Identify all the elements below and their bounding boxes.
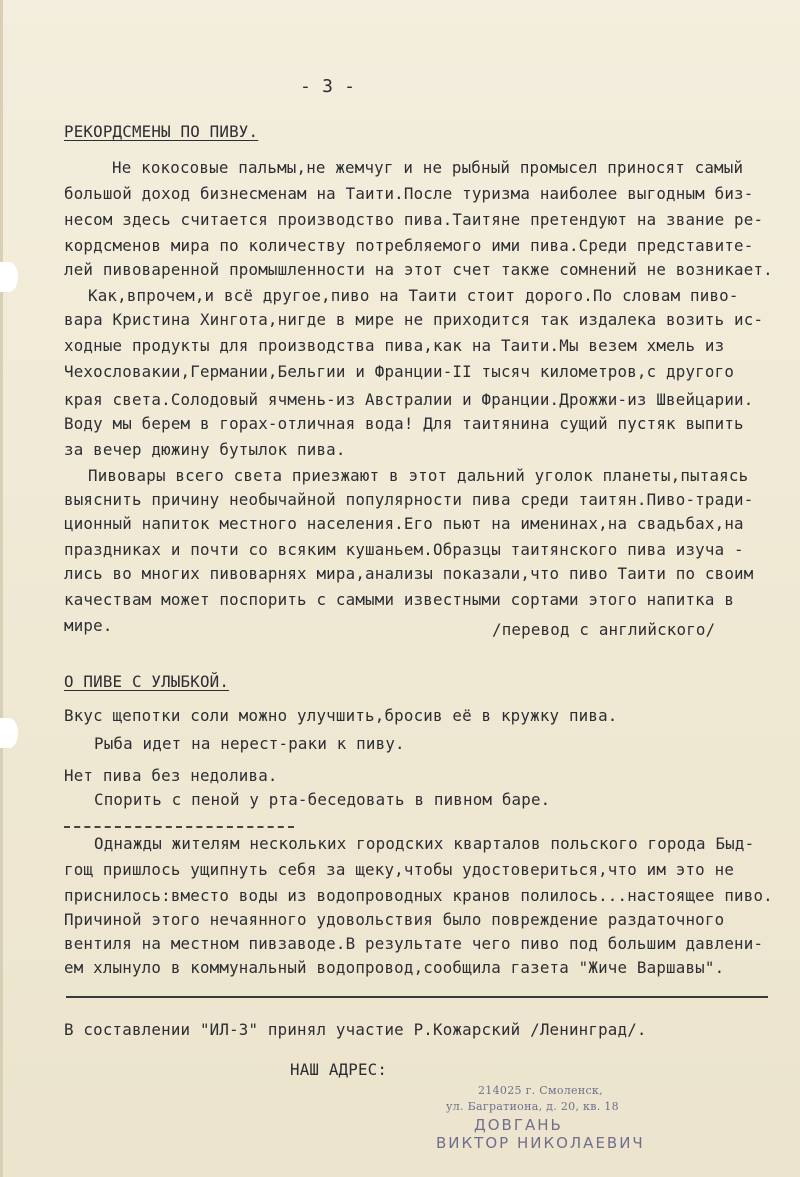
text-line: за вечер дюжину бутылок пива. (64, 440, 346, 459)
text-line: качествам может поспорить с самыми известными сортами этого напитка в (64, 590, 735, 609)
text-line: несом здесь считается производство пива.Таитяне претендуют на звание ре- (64, 210, 764, 229)
text-line: лей пивоваренной промышленности на этот счет также сомнений не возникает. (64, 260, 773, 279)
address-label: НАШ АДРЕС: (290, 1060, 388, 1079)
text-line: вара Кристина Хингота,нигде в мире не приходится так издалека возить ис- (64, 310, 764, 329)
horizontal-rule (66, 996, 768, 998)
text-line: Не кокосовые пальмы,не жемчуг и не рыбный промысел приносят самый (112, 158, 744, 177)
text-line: ционный напиток местного населения.Его пьют на именинах,на свадьбах,на (64, 514, 744, 533)
page-number: - 3 - (300, 76, 356, 97)
text-line: вентиля на местном пивзаводе.В результате чего пиво под большим давлени- (64, 934, 764, 953)
text-line: Пивовары всего света приезжают в этот дальний уголок планеты,пытаясь (88, 466, 749, 485)
text-line: ходные продукты для производства пива,как на Таити.Мы везем хмель из (64, 336, 725, 355)
text-line: мире. (64, 616, 113, 635)
text-line: Причиной этого нечаянного удовольствия было повреждение раздаточного (64, 910, 725, 929)
text-line: Как,впрочем,и всё другое,пиво на Таити стоит дорого.По словам пиво- (88, 286, 739, 305)
section-heading: РЕКОРДСМЕНЫ ПО ПИВУ. (64, 122, 259, 141)
stamp-line: 214025 г. Смоленск, (478, 1084, 603, 1097)
text-line: кордсменов мира по количеству потребляемого ими пива.Среди представите- (64, 236, 754, 255)
translation-note: /перевод с английского/ (492, 620, 716, 639)
punch-hole (0, 262, 18, 292)
credit-line: В составлении "ИЛ-3" принял участие Р.Кожарский /Ленинград/. (64, 1020, 647, 1039)
joke-line: Спорить с пеной у рта-беседовать в пивном баре. (94, 790, 551, 809)
text-line: Чехословакии,Германии,Бельгии и Франции-II тысяч километров,с другого (64, 362, 735, 381)
text-line: большой доход бизнесменам на Таити.После туризма наиболее выгодным биз- (64, 184, 754, 203)
section-heading: О ПИВЕ С УЛЫБКОЙ. (64, 672, 230, 691)
page-edge (0, 0, 3, 1177)
joke-line: Вкус щепотки соли можно улучшить,бросив её в кружку пива. (64, 706, 618, 725)
stamp-line: ВИКТОР НИКОЛАЕВИЧ (436, 1134, 645, 1152)
text-line: гощ пришлось ущипнуть себя за щеку,чтобы удостовериться,что им это не (64, 860, 735, 879)
text-line: ем хлынуло в коммунальный водопровод,сообщила газета "Жиче Варшавы". (64, 958, 725, 977)
stamp-line: ул. Багратиона, д. 20, кв. 18 (446, 1100, 619, 1113)
text-line: Однажды жителям нескольких городских кварталов польского города Быд- (94, 834, 755, 853)
text-line: лись во многих пивоварнях мира,анализы показали,что пиво Таити по своим (64, 564, 754, 583)
joke-line: Рыба идет на нерест-раки к пиву. (94, 734, 405, 753)
stamp-line: ДОВГАНЬ (474, 1116, 563, 1134)
punch-hole (0, 718, 18, 748)
joke-line: Нет пива без недолива. (64, 766, 278, 785)
text-line: приснилось:вместо воды из водопроводных кранов полилось...настоящее пиво. (64, 886, 773, 905)
text-line: выяснить причину необычайной популярности пива среди таитян.Пиво-тради- (64, 490, 754, 509)
dashed-separator (64, 826, 294, 828)
text-line: праздниках и почти со всяким кушаньем.Образцы таитянского пива изуча - (64, 540, 744, 559)
text-line: Воду мы берем в горах-отличная вода! Для таитянина сущий пустяк выпить (64, 414, 744, 433)
text-line: края света.Солодовый ячмень-из Австралии и Франции.Дрожжи-из Швейцарии. (64, 390, 754, 409)
